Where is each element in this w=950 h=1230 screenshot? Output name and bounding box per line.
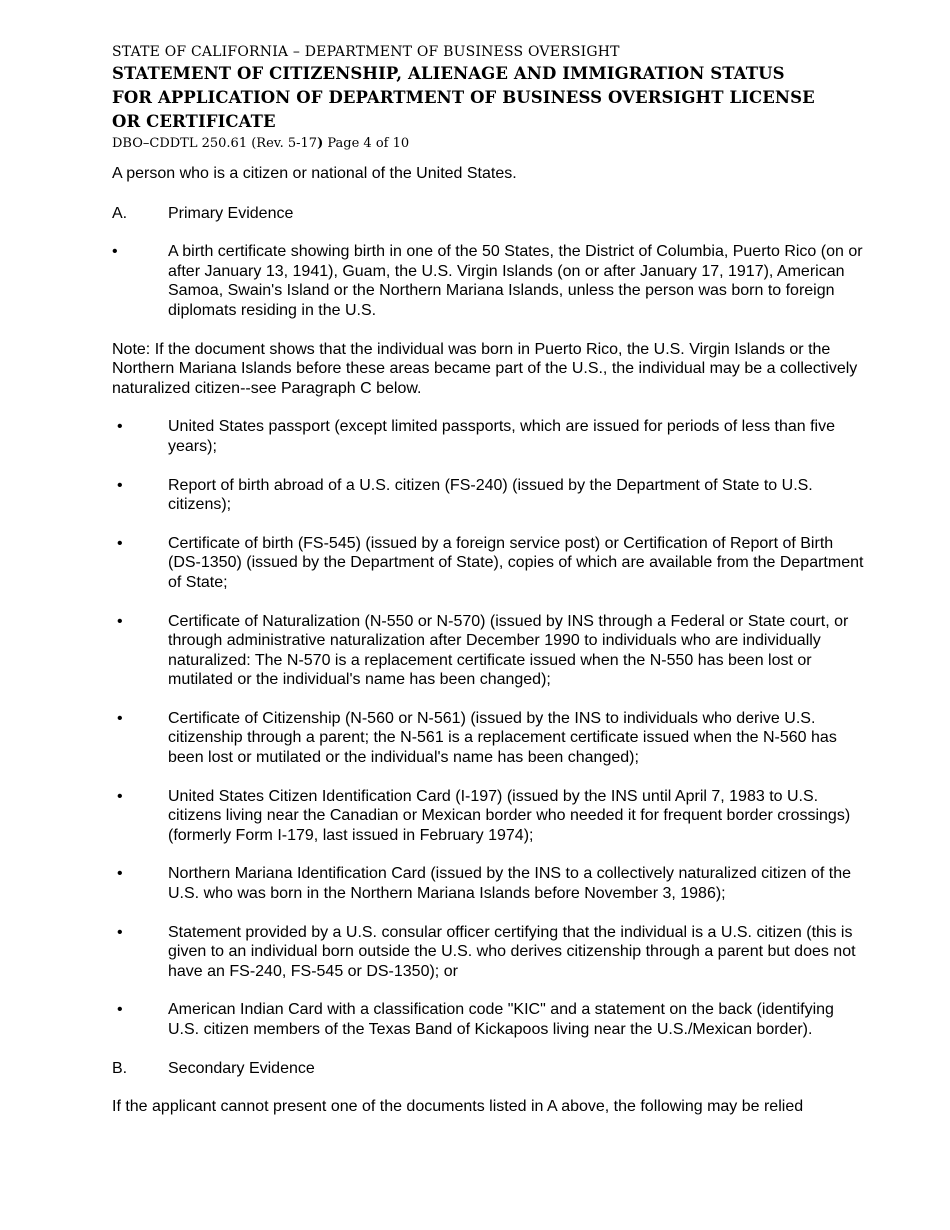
bullet-icon: • — [117, 709, 123, 727]
form-number-line — [112, 134, 872, 154]
list-item — [112, 612, 872, 690]
section-b-letter: B. — [112, 1059, 128, 1077]
intro-paragraph: A person who is a citizen or national of the United States. — [112, 165, 517, 182]
closing-paragraph: If the applicant cannot present one of the documents listed in A above, the following may be relied — [112, 1098, 804, 1116]
bullet-icon: • — [117, 923, 123, 941]
list-item — [112, 1000, 872, 1039]
bullet-icon: • — [117, 865, 123, 883]
bullet-icon: • — [117, 476, 123, 494]
bullet-icon: • — [112, 243, 118, 261]
agency-line: STATE OF CALIFORNIA – DEPARTMENT OF BUSINESS OVERSIGHT — [112, 44, 620, 60]
list-item-text: United States Citizen Identification Card (I-197) (issued by the INS until April 7, 1983 to U.S. citizens living near the Canadian or Mexican border who needed it for frequent border crossings) (formerly Form I-179, last issued in February 1974); — [168, 787, 851, 844]
page-number: Page 4 of 10 — [323, 136, 410, 151]
page-header — [112, 42, 872, 154]
list-item-text: Certificate of Naturalization (N-550 or N-570) (issued by INS through a Federal or State court, or through administrative naturalization after December 1990 to individuals who are individually naturalized: The N-570 is a replacement certificate issued when the N-550 has been lost or mutilated or the individual's name has been changed); — [168, 612, 849, 689]
form-id-paren: ) — [317, 136, 324, 151]
bullet-icon: • — [117, 1001, 123, 1019]
list-item — [112, 709, 872, 768]
form-title-line-3: OR CERTIFICATE — [112, 112, 276, 131]
bullet-icon: • — [117, 612, 123, 630]
list-item — [112, 417, 872, 456]
list-item-text: Statement provided by a U.S. consular officer certifying that the individual is a U.S. citizen (this is given to an individual born outside the U.S. who derives citizenship through a parent but does not have an FS-240, FS-545 or DS-1350); or — [168, 923, 856, 980]
form-title-line-2: FOR APPLICATION OF DEPARTMENT OF BUSINESS OVERSIGHT LICENSE — [112, 88, 815, 107]
bullet-icon: • — [117, 418, 123, 436]
section-b-heading — [112, 1059, 872, 1079]
list-item — [112, 476, 872, 515]
form-id: DBO–CDDTL 250.61 (Rev. 5-17 — [112, 136, 318, 151]
list-item — [112, 534, 872, 593]
list-item-text: United States passport (except limited passports, which are issued for periods of less than five years); — [168, 418, 835, 455]
list-item-text: Certificate of Citizenship (N-560 or N-561) (issued by the INS to individuals who derive U.S. citizenship through a parent; the N-561 is a replacement certificate issued when the N-560 has been lost or mutilated or the individual's name has been changed); — [168, 709, 837, 767]
list-item-text: American Indian Card with a classification code "KIC" and a statement on the back (identifying U.S. citizen members of the Texas Band of Kickapoos living near the U.S./Mexican border). — [168, 1001, 834, 1038]
document-page — [112, 42, 872, 1117]
list-item-text: Certificate of birth (FS-545) (issued by a foreign service post) or Certification of Report of Birth (DS-1350) (issued by the Department of State), copies of which are available from the Department of State; — [168, 534, 864, 591]
bullet-icon: • — [117, 787, 123, 805]
list-item — [112, 787, 872, 846]
list-item — [112, 864, 872, 903]
bullet-icon: • — [117, 534, 123, 552]
section-a-heading — [112, 204, 872, 224]
form-title-line-1: STATEMENT OF CITIZENSHIP, ALIENAGE AND IMMIGRATION STATUS — [112, 64, 785, 83]
list-item-text: Northern Mariana Identification Card (issued by the INS to a collectively naturalized citizen of the U.S. who was born in the Northern Mariana Islands before November 3, 1986); — [168, 865, 852, 903]
list-item — [112, 242, 872, 320]
section-a-title: Primary Evidence — [168, 204, 294, 222]
section-a-letter: A. — [112, 204, 128, 222]
document-body — [112, 164, 872, 1117]
section-b-title: Secondary Evidence — [168, 1059, 315, 1077]
note-paragraph: Note: If the document shows that the individual was born in Puerto Rico, the U.S. Virgin Islands or the Northern Mariana Islands before these areas became part of the U.S., the individual may be a collectively naturalized citizen--see Paragraph C below. — [112, 340, 858, 397]
list-item — [112, 923, 872, 982]
list-item-text: Report of birth abroad of a U.S. citizen (FS-240) (issued by the Department of State to U.S. citizens); — [168, 476, 813, 514]
list-item-text: A birth certificate showing birth in one of the 50 States, the District of Columbia, Puerto Rico (on or after January 13, 1941), Guam, the U.S. Virgin Islands (on or after January 17, 1917), American Samoa, Swain's Island or the Northern Mariana Islands, unless the person was born to foreign diplomats residing in the U.S. — [168, 243, 863, 319]
